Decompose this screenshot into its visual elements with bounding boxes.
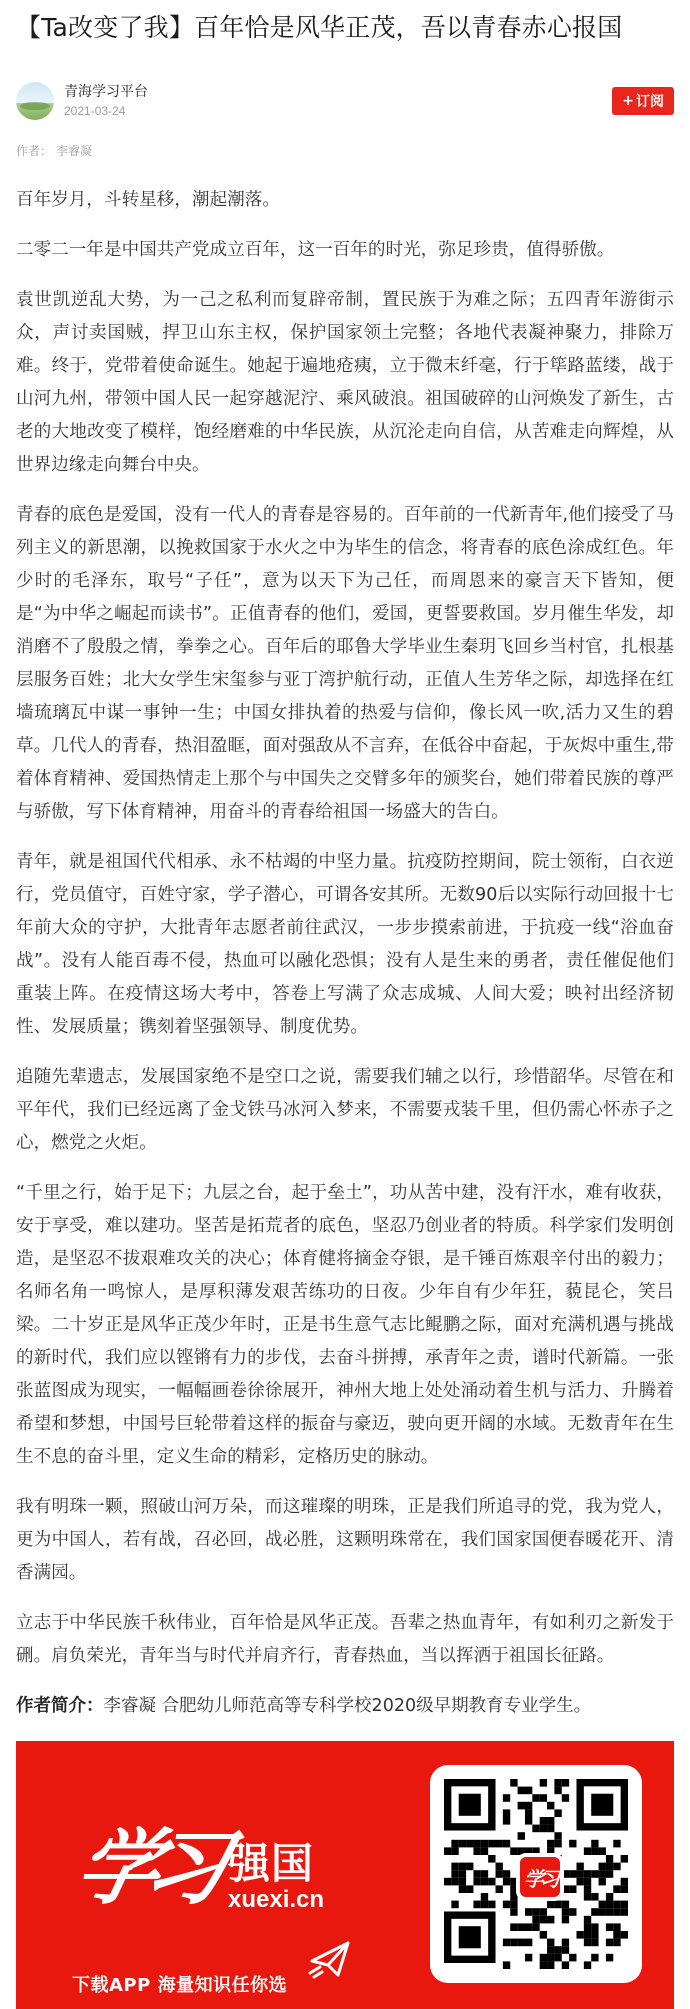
paragraph: 青春的底色是爱国，没有一代人的青春是容易的。百年前的一代新青年,他们接受了马列主义的新思潮，以挽救国家于水火之中为毕生的信念，将青春的底色涂成红色。年少时的毛泽东，取号“子任”，意为以天下为己任，而周恩来的豪言天下皆知，便是“为中华之崛起而读书”。正值青春的他们，爱国，更誓要救国。岁月催生华发，却消磨不了殷殷之情，拳拳之心。百年后的耶鲁大学毕业生秦玥飞回乡当村官，扎根基层服务百姓；北大女学生宋玺参与亚丁湾护航行动，正值人生芳华之际，却选择在红墙琉璃瓦中谋一事钟一生；中国女排执着的热爱与信仰，像长风一吹,活力又生的碧草。几代人的青春，热泪盈眶，面对强敌从不言弃，在低谷中奋起，于灰烬中重生,带着体育精神、爱国热情走上那个与中国失之交臂多年的颁奖台，她们带着民族的尊严与骄傲，写下体育精神，用奋斗的青春给祖国一场盛大的告白。 [16,505,674,822]
xuexi-banner[interactable] [16,1741,674,2009]
account-meta [64,82,612,120]
qr-card[interactable] [430,1765,642,1983]
paragraph: 袁世凯逆乱大势，为一己之私利而复辟帝制，置民族于为难之际；五四青年游街示众，声讨卖国贼，捍卫山东主权，保护国家领土完整；各地代表凝神聚力，排除万难。终于，党带着使命诞生。她起于遍地疮痍，立于微末纤毫，行于筚路蓝缕，战于山河九州，带领中国人民一起穿越泥泞、乘风破浪。祖国破碎的山河焕发了新生，古老的大地改变了模样，饱经磨难的中华民族，从沉沦走向自信，从苦难走向辉煌，从世界边缘走向舞台中央。 [16,290,674,475]
author-name: 李睿凝 [56,144,93,158]
paragraph: 立志于中华民族千秋伟业，百年恰是风华正茂。吾辈之热血青年，有如利刃之新发于硎。肩负荣光，青年当与时代并肩齐行，青春热血，当以挥洒于祖国长征路。 [16,1613,674,1666]
paper-plane-icon [308,1939,352,1979]
paragraph: 追随先辈遗志，发展国家绝不是空口之说，需要我们辅之以行，珍惜韶华。尽管在和平年代，我们已经远离了金戈铁马冰河入梦来，不需要戎装千里，但仍需心怀赤子之心，燃党之火炬。 [16,1067,674,1153]
account-header [16,76,674,126]
article-body [16,184,674,1723]
paragraph: 青年，就是祖国代代相承、永不枯竭的中坚力量。抗疫防控期间，院士领衔，白衣逆行，党员值守，百姓守家，学子潜心，可谓各安其所。无数90后以实际行动回报十七年前大众的守护，大批青年志愿者前往武汉，一步步摸索前进，于抗疫一线“浴血奋战”。没有人能百毒不侵，热血可以融化恐惧；没有人是生来的勇者，责任催促他们重装上阵。在疫情这场大考中，答卷上写满了众志成城、人间大爱；映衬出经济韧性、发展质量；镌刻着坚强领导、制度优势。 [16,852,674,1037]
publish-date: 2021-03-24 [64,104,126,118]
paragraph: 百年岁月，斗转星移，潮起潮落。 [16,190,280,210]
bio-text: 李睿凝 合肥幼儿师范高等专科学校2020级早期教育专业学生。 [103,1696,592,1716]
banner-tagline: 下载APP 海量知识任你选 [72,1975,288,1996]
paragraph: 二零二一年是中国共产党成立百年，这一百年的时光，弥足珍贵，值得骄傲。 [16,240,615,260]
logo-script: 学习 [67,1820,225,1916]
account-avatar[interactable] [16,82,54,120]
plus-icon: + [622,93,634,109]
qr-badge: 学习 [516,1853,564,1901]
logo-text [228,1841,378,1913]
bio-label: 作者简介： [16,1696,104,1716]
subscribe-label: 订阅 [636,94,664,110]
subscribe-button[interactable] [612,87,674,115]
paragraph: 我有明珠一颗，照破山河万朵，而这璀璨的明珠，正是我们所追寻的党，我为党人，更为中国人，若有战，召必回，战必胜，这颗明珠常在，我们国家国便春暖花开、清香满园。 [16,1497,674,1583]
author-bio [16,1690,674,1723]
account-name[interactable]: 青海学习平台 [64,84,148,100]
paragraph: “千里之行，始于足下；九层之台，起于垒土”，功从苦中建，没有汗水，难有收获，安于享受，难以建功。坚苦是拓荒者的底色，坚忍乃创业者的特质。科学家们发明创造，是坚忍不拔艰难攻关的决心；体育健将摘金夺银，是千锤百炼艰辛付出的毅力；名师名角一鸣惊人，是厚积薄发艰苦练功的日夜。少年自有少年狂，藐昆仑，笑吕梁。二十岁正是风华正茂少年时，正是书生意气志比鲲鹏之际，面对充满机遇与挑战的新时代，我们应以铿锵有力的步伐，去奋斗拼搏，承青年之责，谱时代新篇。一张张蓝图成为现实，一幅幅画卷徐徐展开，神州大地上处处涌动着生机与活力、升腾着希望和梦想，中国号巨轮带着这样的振奋与豪迈，驶向更开阔的水域。无数青年在生生不息的奋斗里，定义生命的精彩，定格历史的脉动。 [16,1183,674,1467]
author-line [16,142,674,162]
author-prefix: 作者： [16,144,53,158]
logo-cn: 强国 [228,1839,315,1888]
logo-url: xuexi.cn [228,1886,325,1913]
xuexi-logo [67,1820,325,1916]
article-title: 【Ta改变了我】百年恰是风华正茂，吾以青春赤心报国 [16,13,623,42]
